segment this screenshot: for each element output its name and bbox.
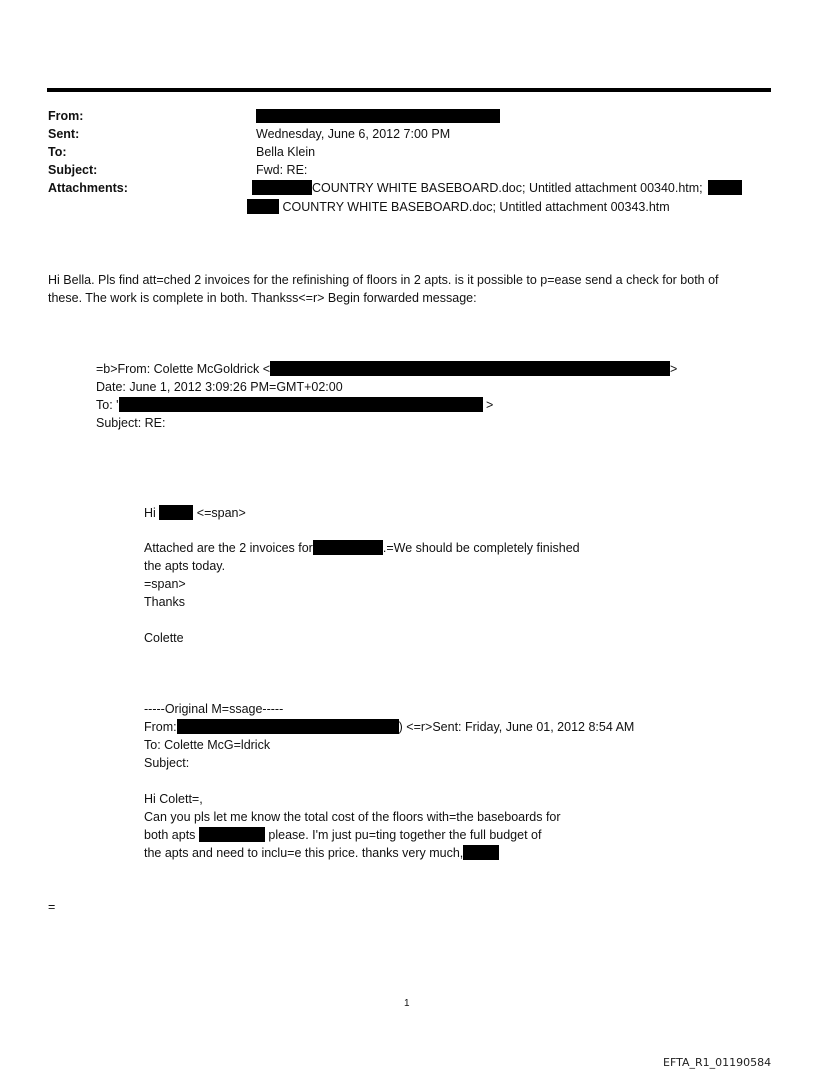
reply-attached-end: .=We should be completely finished: [382, 541, 580, 555]
original-from: [144, 719, 634, 736]
forwarded-from-text: =b>From: Colette McGoldrick <: [96, 362, 271, 376]
redacted-email: [119, 397, 483, 412]
attachments-line-1: [252, 180, 742, 197]
original-line-2-end: please. I'm just pu=ting together the full budget of: [268, 828, 542, 842]
forwarded-date: Date: June 1, 2012 3:09:26 PM=GMT+02:00: [96, 380, 343, 394]
redacted-address: [199, 827, 265, 842]
attachments-line-2-text: COUNTRY WHITE BASEBOARD.doc; Untitled attachment 00343.htm: [282, 200, 670, 214]
forwarded-to-text: To: ': [96, 398, 119, 412]
forwarded-to: [96, 397, 493, 414]
redacted-attachment-prefix: [708, 180, 742, 195]
original-from-label: From:: [144, 720, 177, 734]
original-from-tail: ) <=r>Sent: Friday, June 01, 2012 8:54 AM: [398, 720, 635, 734]
original-to: To: Colette McG=ldrick: [144, 738, 271, 752]
forwarded-subject: Subject: RE:: [96, 416, 166, 430]
redacted-name: [159, 505, 193, 520]
forwarded-from: [96, 361, 677, 378]
from-label: From:: [48, 109, 84, 123]
reply-hi-tail: <=span>: [196, 506, 246, 520]
body-line-2: these. The work is complete in both. Thankss<=r> Begin forwarded message:: [48, 291, 477, 305]
original-greeting: Hi Colett=,: [144, 792, 203, 806]
forwarded-to-end: >: [486, 398, 494, 412]
attachments-line-1-text: COUNTRY WHITE BASEBOARD.doc; Untitled attachment 00340.htm;: [312, 181, 703, 195]
forwarded-from-end: >: [670, 362, 678, 376]
sent-value: Wednesday, June 6, 2012 7:00 PM: [256, 127, 451, 141]
redacted-attachment-prefix: [247, 199, 279, 214]
original-line-2: [144, 827, 541, 844]
redacted-address: [313, 540, 383, 555]
to-label: To:: [48, 145, 67, 159]
redacted-sender: [256, 109, 500, 123]
original-line-3-text: the apts and need to inclu=e this price. thanks very much,: [144, 846, 464, 860]
redacted-email: [270, 361, 670, 376]
reply-span: =span>: [144, 577, 186, 591]
reply-thanks: Thanks: [144, 595, 185, 609]
reply-apts-today: the apts today.: [144, 559, 226, 573]
body-line-1: Hi Bella. Pls find att=ched 2 invoices for the refinishing of floors in 2 apts. is it possible to p=ease send a check for both of: [48, 273, 719, 287]
redacted-name: [463, 845, 499, 860]
original-line-3: [144, 845, 499, 862]
reply-attached-line: [144, 540, 580, 557]
original-subject: Subject:: [144, 756, 190, 770]
to-value: Bella Klein: [256, 145, 316, 159]
top-rule: [47, 88, 771, 92]
trailing-equals: =: [48, 900, 56, 914]
attachments-label: Attachments:: [48, 181, 128, 195]
page-number: 1: [404, 998, 410, 1009]
redacted-email: [177, 719, 399, 734]
reply-signature: Colette: [144, 631, 184, 645]
reply-hi: Hi: [144, 506, 156, 520]
document-id: EFTA_R1_01190584: [663, 1056, 772, 1069]
attachments-line-2: [247, 199, 670, 216]
subject-label: Subject:: [48, 163, 98, 177]
sent-label: Sent:: [48, 127, 80, 141]
original-line-2-start: both apts: [144, 828, 196, 842]
original-header: -----Original M=ssage-----: [144, 702, 284, 716]
subject-value: Fwd: RE:: [256, 163, 308, 177]
original-line-1: Can you pls let me know the total cost of the floors with=the baseboards for: [144, 810, 561, 824]
redacted-attachment-prefix: [252, 180, 312, 195]
reply-attached-start: Attached are the 2 invoices for: [144, 541, 313, 555]
reply-greeting: [144, 505, 246, 522]
